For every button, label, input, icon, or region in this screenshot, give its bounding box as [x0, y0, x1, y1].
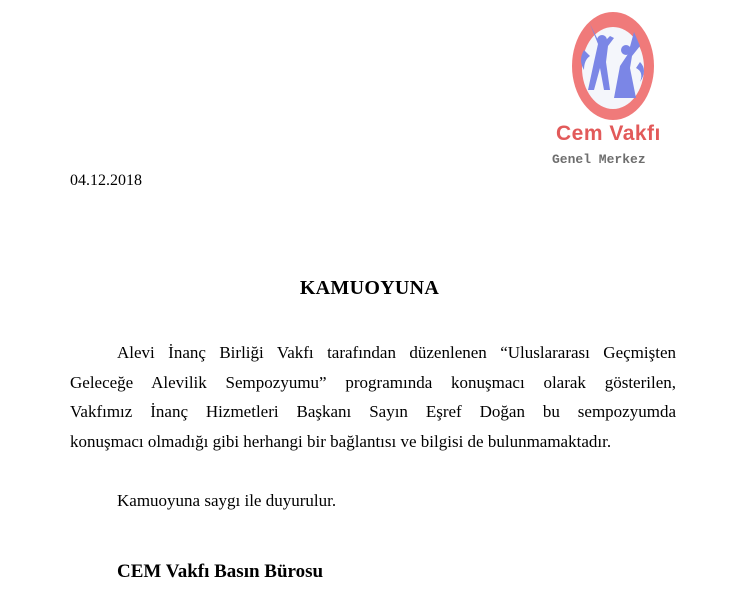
- signature: CEM Vakfı Basın Bürosu: [117, 561, 324, 582]
- document-title: KAMUOYUNA: [299, 277, 440, 299]
- paragraph-line: Vakfımız İnanç Hizmetleri Başkanı Sayın Eşref Doğan bu sempozyumda: [70, 402, 676, 421]
- paragraph-line: Alevi İnanç Birliği Vakfı tarafından düzenlenen “Uluslararası Geçmişten: [117, 343, 676, 362]
- document-date: 04.12.2018: [70, 172, 142, 189]
- paragraph-line: konuşmacı olmadığı gibi herhangi bir bağlantısı ve bilgisi de bulunmamaktadır.: [70, 431, 612, 451]
- announcement-paragraph: [70, 338, 676, 456]
- paragraph-line: Geleceğe Alevilik Sempozyumu” programında konuşmacı olarak gösterilen,: [70, 372, 676, 392]
- org-name: Cem Vakfı: [556, 122, 661, 145]
- org-subtitle: Genel Merkez: [552, 152, 646, 167]
- dancing-figures-emblem-icon: [570, 10, 656, 122]
- letterhead-logo: [548, 10, 678, 167]
- closing-statement: Kamuoyuna saygı ile duyurulur.: [117, 491, 337, 510]
